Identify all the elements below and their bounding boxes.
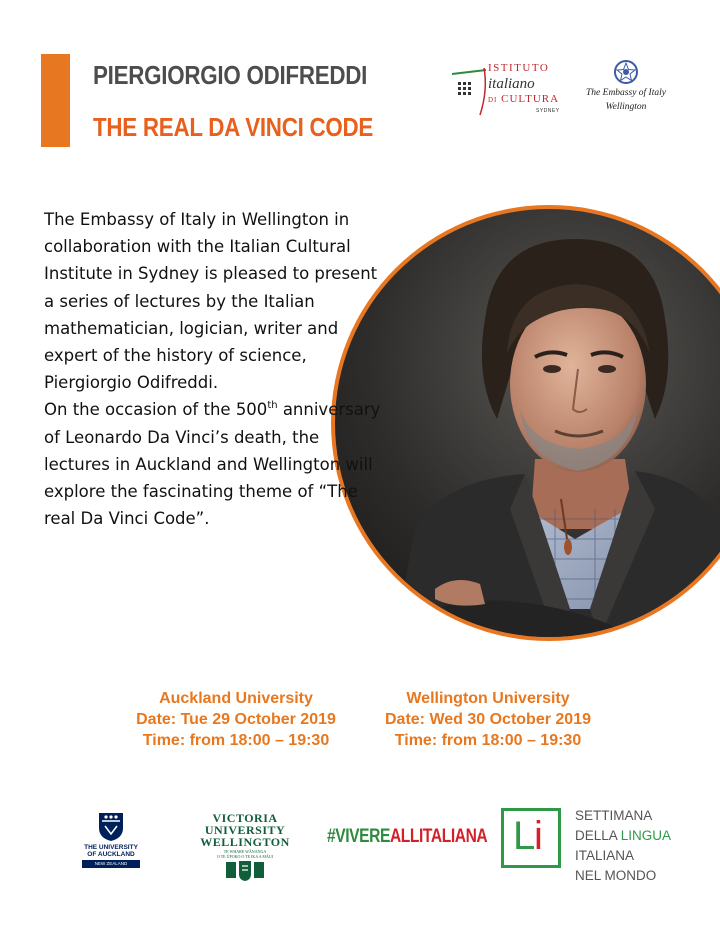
iic-grid-icon (450, 60, 490, 122)
settimana-lingua: LINGUA (620, 828, 672, 843)
accent-bar (41, 54, 70, 147)
iic-line-sydney: SYDNEY (536, 108, 560, 114)
event-title: THE REAL DA VINCI CODE (93, 112, 374, 142)
hashtag-green: #VIVERE (327, 826, 390, 847)
vuw-crest-icon (224, 860, 266, 882)
settimana-lingua-text (575, 806, 671, 886)
embassy-line-2: Wellington (605, 102, 647, 112)
hashtag-red: ALLITALIANA (389, 826, 488, 847)
venue-wellington: Wellington University (406, 690, 570, 707)
iic-di: DI (488, 96, 498, 104)
intro-p2-sup: th (267, 400, 278, 412)
intro-p2-end: anniversary of Leonardo Da Vinci’s death, the lectures in Auckland and Wellington will explore the fascinating theme of “The real Da Vinci Code”. (44, 400, 381, 529)
italian-emblem-icon (612, 58, 640, 86)
vuw-line-1: VICTORIA (212, 811, 278, 825)
iic-line-italiano: italiano (488, 76, 535, 92)
uoa-crest-icon (98, 812, 124, 842)
intro-paragraph-1: The Embassy of Italy in Wellington in collaboration with the Italian Cultural Institute in Sydney is pleased to present a series of lectures by the Italian mathematician, logician, writer and expert of the history of science, Piergiorgio Odifreddi. (44, 210, 378, 393)
uoa-line-3: NEW ZEALAND (82, 860, 140, 868)
vuw-line-3: WELLINGTON (200, 835, 290, 849)
lecture-wellington (366, 688, 610, 751)
vuw-line-5: O TE ŪPOKO O TE IKA A MĀUI (216, 854, 274, 859)
uoa-line-1: THE UNIVERSITY (84, 844, 138, 851)
university-of-auckland-logo (78, 812, 144, 874)
settimana-line-1: SETTIMANA (575, 808, 653, 823)
settimana-line-3: ITALIANA (575, 848, 635, 863)
vuw-maori-text (195, 849, 295, 859)
vuw-text (195, 812, 295, 848)
iic-line-istituto: ISTITUTO (488, 62, 550, 74)
vuw-line-4: TE WHARE WĀNANGA (223, 849, 267, 854)
venue-auckland: Auckland University (159, 690, 313, 707)
li-letter-i: i (534, 814, 543, 858)
li-letter-l: L (513, 814, 536, 858)
settimana-della: DELLA (575, 828, 621, 843)
iic-line-cultura (488, 93, 559, 105)
settimana-lingua-logo-mark (501, 808, 561, 868)
vuw-line-2: UNIVERSITY (204, 823, 286, 837)
time-auckland: Time: from 18:00 – 19:30 (142, 732, 330, 749)
intro-text (44, 206, 389, 532)
embassy-text (578, 86, 674, 114)
date-auckland: Date: Tue 29 October 2019 (136, 711, 336, 728)
vivere-allitaliana-hashtag (327, 826, 487, 848)
embassy-line-1: The Embassy of Italy (586, 88, 666, 98)
lecture-auckland (116, 688, 356, 751)
embassy-of-italy-logo (578, 58, 674, 120)
istituto-italiano-cultura-logo (450, 60, 565, 122)
intro-paragraph-2 (44, 396, 389, 532)
victoria-university-wellington-logo (195, 812, 295, 880)
uoa-text (78, 844, 144, 858)
settimana-line-4: NEL MONDO (575, 868, 657, 883)
iic-cultura: CULTURA (501, 93, 560, 105)
settimana-line-2 (575, 826, 671, 846)
date-wellington: Date: Wed 30 October 2019 (384, 711, 591, 728)
uoa-line-2: OF AUCKLAND (87, 851, 135, 858)
time-wellington: Time: from 18:00 – 19:30 (394, 732, 582, 749)
intro-p2-start: On the occasion of the 500 (44, 400, 268, 420)
speaker-name: PIERGIORGIO ODIFREDDI (93, 60, 368, 90)
